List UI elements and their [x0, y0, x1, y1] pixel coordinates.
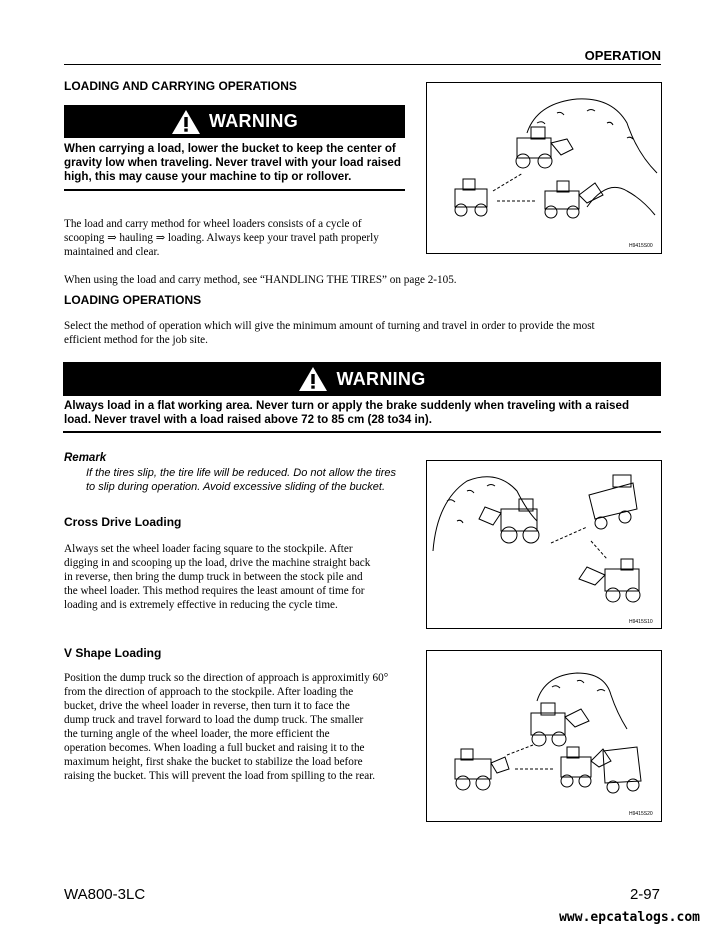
text-line: Always set the wheel loader facing square to the stockpile. After — [64, 543, 353, 555]
warning-line: load. Never travel with a load raised above 72 to 85 cm (28 to34 in). — [64, 413, 432, 426]
text-line: maximum height, first shake the bucket to stabilize the load before — [64, 756, 363, 768]
warning-line: gravity low when traveling. Never travel with your load raised — [64, 156, 401, 169]
text-line: scooping ⇒ hauling ⇒ loading. Always keep your travel path properly — [64, 232, 379, 244]
text-line: raising the bucket. This will prevent the load from spilling to the rear. — [64, 770, 376, 782]
text-line: dump truck and travel forward to load the dump truck. The smaller — [64, 714, 364, 726]
footer-model: WA800-3LC — [64, 886, 146, 903]
cross-drive-illustration — [427, 461, 661, 628]
subsection-title-cross-drive: Cross Drive Loading — [64, 515, 182, 529]
text-line: digging in and scooping up the load, drive the machine straight back — [64, 557, 371, 569]
figure-v-shape — [426, 650, 662, 822]
warning-triangle-icon — [298, 366, 328, 392]
warning-triangle-icon — [171, 109, 201, 135]
warning-text — [64, 142, 409, 184]
warning-line: high, this may cause your machine to tip or rollover. — [64, 170, 352, 183]
warning-banner — [64, 105, 405, 138]
subsection-title-v-shape: V Shape Loading — [64, 646, 162, 660]
section-header: OPERATION — [584, 48, 661, 63]
footer-page-number: 2-97 — [629, 886, 660, 903]
text-line: from the direction of approach to the stockpile. After loading the — [64, 686, 354, 698]
text-line: the turning angle of the wheel loader, the more efficient the — [64, 728, 330, 740]
warning-banner — [63, 362, 661, 396]
figure-load-carry — [426, 82, 662, 254]
text-line: The load and carry method for wheel loaders consists of a cycle of — [64, 218, 362, 230]
warning-rule — [63, 431, 661, 433]
text-line: bucket, drive the wheel loader in reverse, then turn it to face the — [64, 700, 350, 712]
watermark: www.epcatalogs.com — [559, 910, 700, 925]
remark-text — [86, 466, 426, 494]
v-shape-illustration — [427, 651, 661, 821]
paragraph-v-shape — [64, 671, 414, 783]
paragraph-load-carry — [64, 217, 414, 259]
figure-code: H9415S00 — [629, 243, 653, 249]
warning-line: Always load in a flat working area. Never turn or apply the brake suddenly when traveling with a raised — [64, 399, 630, 412]
warning-text — [64, 399, 662, 427]
section-title-loading-operations: LOADING OPERATIONS — [64, 293, 202, 307]
warning-title: WARNING — [208, 111, 299, 131]
load-carry-illustration — [427, 83, 661, 253]
header-rule — [64, 64, 661, 65]
text-line: maintained and clear. — [64, 246, 160, 258]
text-line: to slip during operation. Avoid excessive sliding of the bucket. — [86, 481, 386, 493]
text-line: operation becomes. When loading a full bucket and raising it to the — [64, 742, 365, 754]
figure-cross-drive — [426, 460, 662, 629]
text-line: Select the method of operation which will give the minimum amount of turning and travel in order to provide the most — [64, 320, 595, 332]
text-line: the wheel loader. This method requires the least amount of time for — [64, 585, 365, 597]
text-line: efficient method for the job site. — [64, 334, 208, 346]
warning-title: WARNING — [336, 368, 426, 389]
paragraph-loading-operations — [64, 319, 664, 347]
text-line: If the tires slip, the tire life will be reduced. Do not allow the tires — [86, 467, 396, 479]
figure-code: H9415S20 — [629, 811, 653, 817]
text-line: loading and is extremely effective in reducing the cycle time. — [64, 599, 338, 611]
figure-code: H9415S10 — [629, 619, 653, 625]
section-title-loading-carrying: LOADING AND CARRYING OPERATIONS — [64, 79, 297, 93]
remark-title: Remark — [64, 452, 107, 464]
warning-line: When carrying a load, lower the bucket to keep the center of — [64, 142, 396, 155]
note-handling-tires: When using the load and carry method, see “HANDLING THE TIRES” on page 2-105. — [64, 274, 457, 286]
paragraph-cross-drive — [64, 542, 414, 612]
warning-rule — [64, 189, 405, 191]
text-line: Position the dump truck so the direction of approach is approximitly 60° — [64, 672, 389, 684]
text-line: in reverse, then bring the dump truck in between the stock pile and — [64, 571, 363, 583]
